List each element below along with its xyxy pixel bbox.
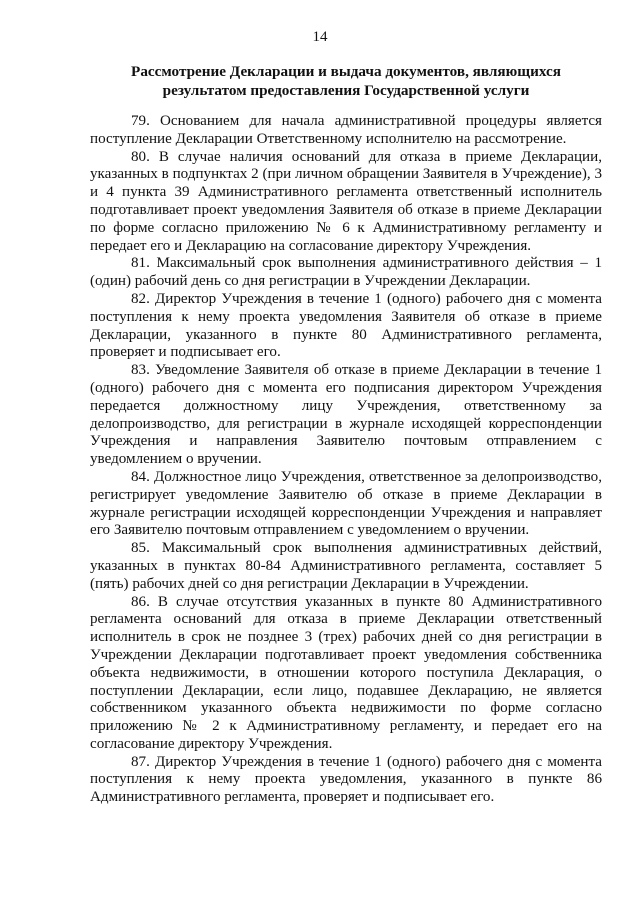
body-text bbox=[90, 113, 602, 807]
paragraph-80: 80. В случае наличия оснований для отказа в приеме Декларации, указанных в подпунктах 2 (при личном обращении Заявителя в Учреждение), 3 и 4 пункта 39 Административного регламента ответственный исполнитель подготавливает проект уведомления Заявителя об отказе в приеме Декларации по форме согласно приложению № 6 к Административному регламенту и передает его и Декларацию на согласование директору Учреждения. bbox=[90, 148, 602, 254]
paragraph-87: 87. Директор Учреждения в течение 1 (одного) рабочего дня с момента поступления к нему проекта уведомления, указанного в пункте 86 Административного регламента, проверяет и подписывает его. bbox=[90, 753, 602, 806]
paragraph-86: 86. В случае отсутствия указанных в пункте 80 Административного регламента оснований для отказа в приеме Декларации ответственный исполнитель в срок не позднее 3 (трех) рабочих дней со дня регистрации в Учреждении Декларации подготавливает проект уведомления собственника объекта недвижимости, в отношении которого поступила Декларация, о поступлении Декларации, если лицо, подавшее Декларацию, не является собственником указанного объекта недвижимости по форме согласно приложению № 2 к Административному регламенту, и передает его на согласование директору Учреждения. bbox=[90, 593, 602, 752]
paragraph-83: 83. Уведомление Заявителя об отказе в приеме Декларации в течение 1 (одного) рабочего дня с момента его подписания директором Учреждения передается должностному лицу Учреждения, ответственному за делопроизводство, для регистрации в журнале исходящей корреспонденции Учреждения и направления Заявителю почтовым отправлением с уведомлением о вручении. bbox=[90, 362, 602, 468]
paragraph-81: 81. Максимальный срок выполнения административного действия – 1 (один) рабочий день со дня регистрации в Учреждении Декларации. bbox=[90, 255, 602, 290]
paragraph-82: 82. Директор Учреждения в течение 1 (одного) рабочего дня с момента поступления к нему проекта уведомления Заявителя об отказе в приеме Декларации, указанного в пункте 80 Административного регламента, проверяет и подписывает его. bbox=[90, 290, 602, 361]
paragraph-79: 79. Основанием для начала административной процедуры является поступление Декларации Ответственному исполнителю на рассмотрение. bbox=[90, 113, 602, 147]
page-number: 14 bbox=[312, 29, 328, 45]
section-title-line-2: результатом предоставления Государственной услуги bbox=[162, 82, 530, 99]
section-title-line-1: Рассмотрение Декларации и выдача документов, являющихся bbox=[131, 63, 561, 80]
section-title bbox=[90, 62, 602, 100]
paragraph-84: 84. Должностное лицо Учреждения, ответственное за делопроизводство, регистрирует уведомление Заявителю об отказе в приеме Декларации в журнале регистрации исходящей корреспонденции Учреждения и направляет его Заявителю почтовым отправлением с уведомлением о вручении. bbox=[90, 468, 602, 539]
paragraph-85: 85. Максимальный срок выполнения административных действий, указанных в пунктах 80-84 Административного регламента, составляет 5 (пять) рабочих дней со дня регистрации Декларации в Учреждении. bbox=[90, 540, 602, 592]
